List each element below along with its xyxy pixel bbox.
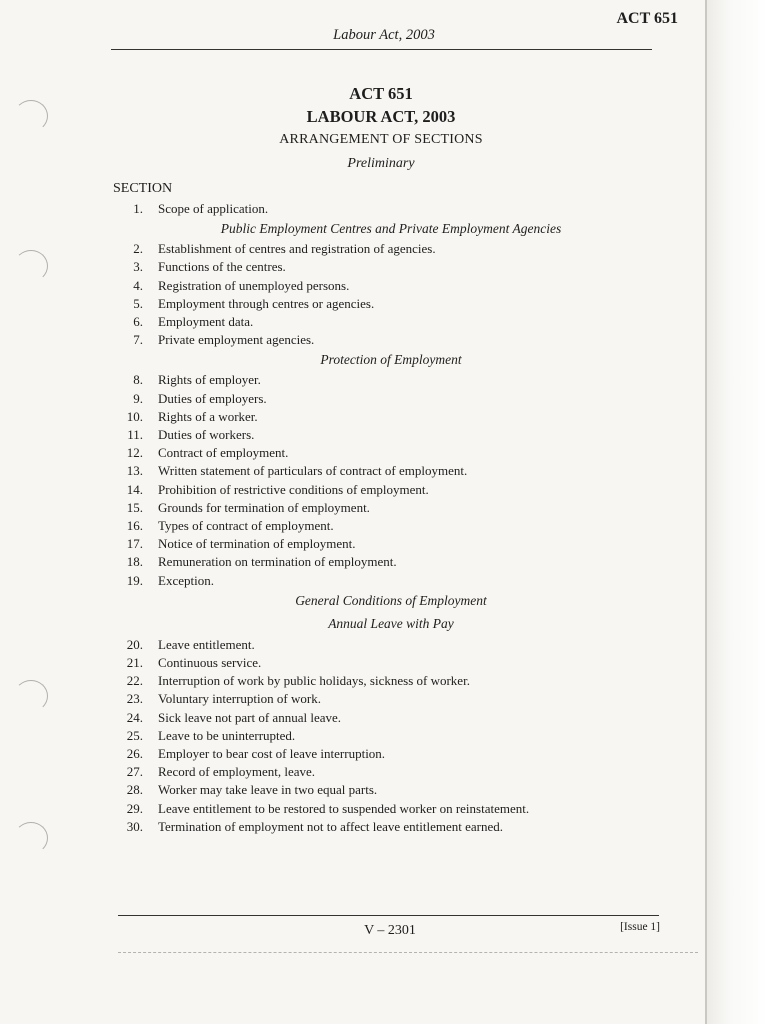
section-number: 24.: [126, 709, 143, 725]
group-heading: Public Employment Centres and Private Employment Agencies: [220, 221, 562, 237]
section-label: SECTION: [113, 181, 173, 196]
section-number: 25.: [126, 727, 143, 743]
section-number: 9.: [133, 390, 143, 406]
section-number: 3.: [133, 259, 143, 275]
section-title: Duties of workers.: [158, 427, 255, 442]
section-title: Termination of employment not to affect leave entitlement earned.: [158, 818, 504, 834]
section-title: Establishment of centres and registration of agencies.: [158, 241, 436, 257]
section-number: 17.: [126, 536, 143, 552]
section-number: 4.: [133, 277, 143, 293]
header-act-number: ACT 651: [616, 10, 678, 27]
section-title: Employment through centres or agencies.: [158, 295, 375, 311]
act-name: LABOUR ACT, 2003: [306, 107, 456, 126]
section-number: 13.: [126, 463, 143, 479]
section-title: Leave entitlement to be restored to suspended worker on reinstatement.: [158, 800, 530, 816]
section-title: Exception.: [158, 572, 214, 588]
section-number: 7.: [133, 332, 143, 348]
section-number: 5.: [133, 295, 143, 311]
section-number: 28.: [126, 782, 143, 798]
section-title: Employment data.: [158, 314, 254, 329]
issue-label: [Issue 1]: [620, 921, 660, 933]
punch-hole-mark: [14, 100, 48, 132]
section-number: 18.: [126, 554, 143, 570]
section-number: 15.: [126, 499, 143, 515]
section-number: 12.: [126, 445, 143, 461]
section-title: Voluntary interruption of work.: [158, 691, 321, 707]
section-title: Record of employment, leave.: [158, 764, 316, 780]
section-number: 2.: [133, 241, 143, 257]
header-rule: [111, 49, 652, 50]
section-number: 6.: [133, 314, 143, 329]
section-title: Sick leave not part of annual leave.: [158, 709, 342, 725]
section-title: Continuous service.: [158, 655, 262, 670]
section-title: Scope of application.: [158, 201, 269, 216]
section-number: 8.: [133, 372, 143, 388]
section-title: Leave to be uninterrupted.: [158, 727, 296, 743]
section-title: Duties of employers.: [158, 390, 267, 406]
page-edge-line: [705, 0, 707, 1024]
section-number: 14.: [126, 481, 143, 497]
section-title: Prohibition of restrictive conditions of employment.: [158, 481, 429, 497]
section-number: 10.: [126, 408, 143, 424]
section-number: 11.: [127, 427, 143, 442]
section-title: Grounds for termination of employment.: [158, 499, 370, 515]
section-number: 19.: [126, 572, 143, 588]
section-title: Written statement of particulars of contract of employment.: [158, 463, 468, 479]
section-number: 30.: [126, 818, 143, 834]
section-number: 23.: [126, 691, 143, 707]
page-edge-shadow: [706, 0, 768, 1024]
section-title: Functions of the centres.: [158, 259, 286, 275]
section-title: Types of contract of employment.: [158, 518, 334, 533]
footer-dashes: [118, 952, 698, 954]
part-heading: Preliminary: [347, 156, 415, 171]
arrangement-heading: ARRANGEMENT OF SECTIONS: [279, 132, 483, 147]
section-title: Rights of a worker.: [158, 408, 258, 424]
footer-rule: [118, 915, 659, 916]
group-heading: General Conditions of Employment: [295, 592, 487, 608]
section-number: 27.: [126, 764, 143, 780]
section-title: Leave entitlement.: [158, 636, 255, 652]
section-number: 20.: [126, 636, 143, 652]
section-title: Worker may take leave in two equal parts.: [158, 782, 378, 798]
section-number: 29.: [126, 800, 143, 816]
section-title: Private employment agencies.: [158, 332, 315, 348]
section-number: 22.: [126, 673, 143, 689]
section-title: Interruption of work by public holidays, sickness of worker.: [158, 673, 470, 689]
section-number: 1.: [133, 201, 143, 216]
section-title: Notice of termination of employment.: [158, 536, 356, 552]
act-title: ACT 651: [349, 84, 413, 103]
section-title: Contract of employment.: [158, 445, 289, 461]
group-subheading: Annual Leave with Pay: [328, 615, 454, 631]
running-title: Labour Act, 2003: [333, 27, 435, 43]
section-title: Rights of employer.: [158, 372, 261, 388]
section-title: Remuneration on termination of employment.: [158, 554, 397, 570]
section-number: 21.: [126, 655, 143, 670]
page-number: V – 2301: [364, 923, 416, 938]
section-title: Employer to bear cost of leave interruption.: [158, 746, 386, 761]
section-number: 16.: [126, 518, 143, 533]
group-heading: Protection of Employment: [320, 352, 462, 368]
section-title: Registration of unemployed persons.: [158, 277, 350, 293]
section-number: 26.: [126, 746, 143, 761]
